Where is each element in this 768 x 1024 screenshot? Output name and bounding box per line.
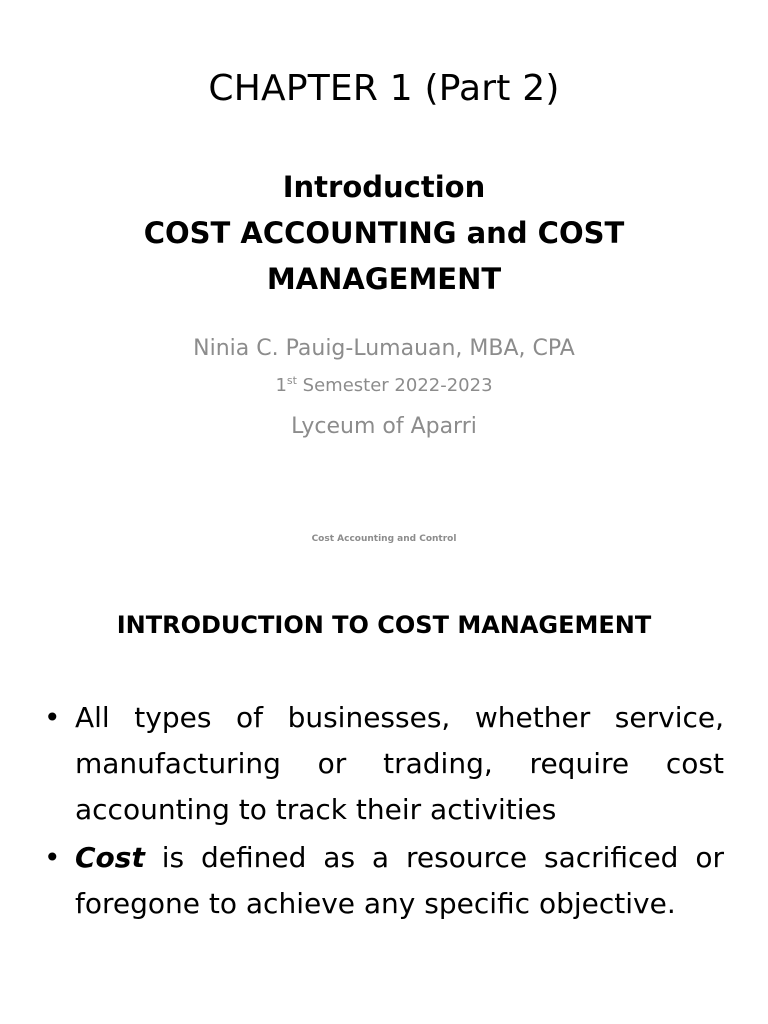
author-name: Ninia C. Pauig-Lumauan, MBA, CPA [193, 336, 575, 361]
bullet-icon: • [44, 841, 61, 874]
bullet-icon: • [44, 701, 61, 734]
list-item [44, 835, 724, 927]
bullet-text: All types of businesses, whether service, manufacturing or trading, require cost accounting to track their activities [75, 701, 724, 826]
content-slide [0, 575, 768, 1024]
subtitle [0, 164, 768, 302]
bullet-list [44, 695, 724, 929]
semester-number: 1 [275, 375, 287, 396]
section-heading: INTRODUCTION TO COST MANAGEMENT [116, 611, 652, 639]
slide-footer: Cost Accounting and Control [311, 534, 457, 544]
list-item [44, 695, 724, 833]
school-name: Lyceum of Aparri [291, 414, 477, 439]
subtitle-line: Introduction [282, 170, 486, 204]
subtitle-line: MANAGEMENT [266, 262, 502, 296]
semester-suffix: st [286, 374, 297, 387]
chapter-title: CHAPTER 1 (Part 2) [208, 68, 560, 109]
semester [0, 375, 768, 396]
bullet-term: Cost [75, 841, 145, 874]
semester-text: Semester 2022-2023 [296, 375, 493, 396]
subtitle-line: COST ACCOUNTING and COST [143, 216, 625, 250]
bullet-text: is defined as a resource sacrificed or foregone to achieve any specific objective. [75, 841, 724, 920]
